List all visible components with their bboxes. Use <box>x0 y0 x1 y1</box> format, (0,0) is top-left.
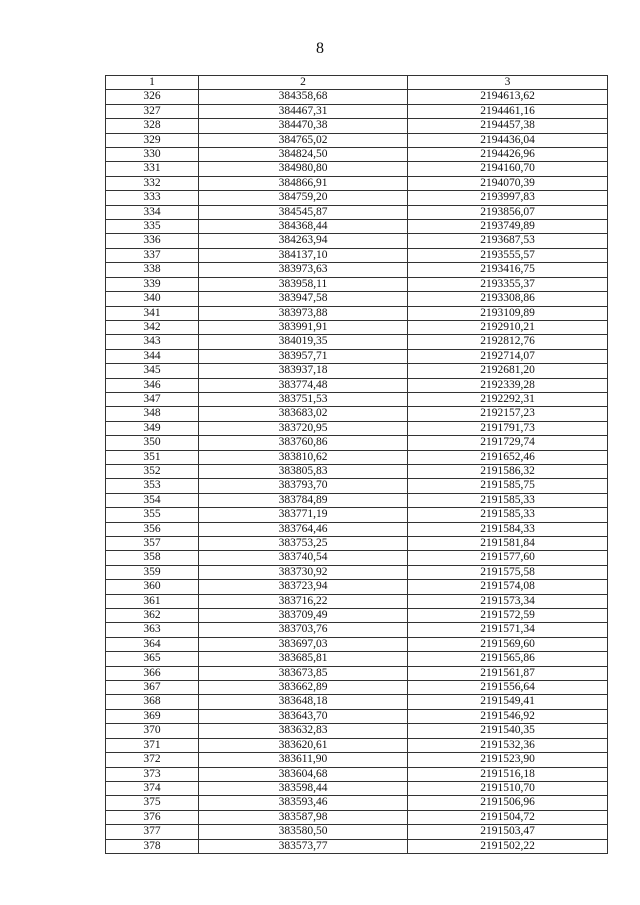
y-coordinate-cell: 2191549,41 <box>408 695 608 709</box>
y-coordinate-cell: 2193555,57 <box>408 248 608 262</box>
table-row <box>106 825 608 839</box>
y-coordinate-cell: 2192714,07 <box>408 349 608 363</box>
table-row <box>106 306 608 320</box>
x-coordinate-cell: 383593,46 <box>199 796 408 810</box>
x-coordinate-cell: 383587,98 <box>199 810 408 824</box>
x-coordinate-cell: 383937,18 <box>199 364 408 378</box>
y-coordinate-cell: 2191585,75 <box>408 479 608 493</box>
y-coordinate-cell: 2192681,20 <box>408 364 608 378</box>
y-coordinate-cell: 2191577,60 <box>408 551 608 565</box>
point-number-cell: 352 <box>106 464 199 478</box>
table-row <box>106 580 608 594</box>
point-number-cell: 333 <box>106 191 199 205</box>
table-row <box>106 493 608 507</box>
point-number-cell: 341 <box>106 306 199 320</box>
y-coordinate-cell: 2191504,72 <box>408 810 608 824</box>
x-coordinate-cell: 383753,25 <box>199 537 408 551</box>
x-coordinate-cell: 383991,91 <box>199 320 408 334</box>
y-coordinate-cell: 2194070,39 <box>408 176 608 190</box>
x-coordinate-cell: 383703,76 <box>199 623 408 637</box>
table-row <box>106 436 608 450</box>
point-number-cell: 377 <box>106 825 199 839</box>
table-row <box>106 796 608 810</box>
y-coordinate-cell: 2193749,89 <box>408 220 608 234</box>
x-coordinate-cell: 384470,38 <box>199 119 408 133</box>
y-coordinate-cell: 2192339,28 <box>408 378 608 392</box>
y-coordinate-cell: 2191729,74 <box>408 436 608 450</box>
y-coordinate-cell: 2191540,35 <box>408 724 608 738</box>
x-coordinate-cell: 383573,77 <box>199 839 408 853</box>
y-coordinate-cell: 2194461,16 <box>408 104 608 118</box>
y-coordinate-cell: 2191569,60 <box>408 637 608 651</box>
y-coordinate-cell: 2191523,90 <box>408 753 608 767</box>
x-coordinate-cell: 384765,02 <box>199 133 408 147</box>
y-coordinate-cell: 2194426,96 <box>408 148 608 162</box>
table-header-row <box>106 76 608 90</box>
point-number-cell: 376 <box>106 810 199 824</box>
x-coordinate-cell: 383810,62 <box>199 450 408 464</box>
x-coordinate-cell: 383620,61 <box>199 738 408 752</box>
table-row <box>106 738 608 752</box>
x-coordinate-cell: 383580,50 <box>199 825 408 839</box>
table-row <box>106 421 608 435</box>
x-coordinate-cell: 384019,35 <box>199 335 408 349</box>
point-number-cell: 343 <box>106 335 199 349</box>
point-number-cell: 358 <box>106 551 199 565</box>
table-row <box>106 378 608 392</box>
y-coordinate-cell: 2191573,34 <box>408 594 608 608</box>
y-coordinate-cell: 2191585,33 <box>408 493 608 507</box>
x-coordinate-cell: 383760,86 <box>199 436 408 450</box>
point-number-cell: 378 <box>106 839 199 853</box>
page-number: 8 <box>316 40 324 57</box>
x-coordinate-cell: 384866,91 <box>199 176 408 190</box>
y-coordinate-cell: 2194436,04 <box>408 133 608 147</box>
point-number-cell: 326 <box>106 90 199 104</box>
table-row <box>106 392 608 406</box>
point-number-cell: 350 <box>106 436 199 450</box>
table-row <box>106 277 608 291</box>
point-number-cell: 354 <box>106 493 199 507</box>
table-row <box>106 248 608 262</box>
x-coordinate-cell: 383673,85 <box>199 666 408 680</box>
point-number-cell: 367 <box>106 681 199 695</box>
y-coordinate-cell: 2193997,83 <box>408 191 608 205</box>
x-coordinate-cell: 383697,03 <box>199 637 408 651</box>
table-row <box>106 781 608 795</box>
point-number-cell: 366 <box>106 666 199 680</box>
x-coordinate-cell: 383604,68 <box>199 767 408 781</box>
table-row <box>106 594 608 608</box>
x-coordinate-cell: 383947,58 <box>199 292 408 306</box>
point-number-cell: 364 <box>106 637 199 651</box>
x-coordinate-cell: 383784,89 <box>199 493 408 507</box>
column-header-2: 2 <box>199 76 408 90</box>
point-number-cell: 342 <box>106 320 199 334</box>
coordinates-table <box>105 75 608 854</box>
y-coordinate-cell: 2191575,58 <box>408 565 608 579</box>
y-coordinate-cell: 2191791,73 <box>408 421 608 435</box>
point-number-cell: 338 <box>106 263 199 277</box>
point-number-cell: 345 <box>106 364 199 378</box>
table-row <box>106 637 608 651</box>
x-coordinate-cell: 383683,02 <box>199 407 408 421</box>
point-number-cell: 370 <box>106 724 199 738</box>
x-coordinate-cell: 383957,71 <box>199 349 408 363</box>
point-number-cell: 351 <box>106 450 199 464</box>
y-coordinate-cell: 2194613,62 <box>408 90 608 104</box>
x-coordinate-cell: 384545,87 <box>199 205 408 219</box>
table-row <box>106 104 608 118</box>
table-row <box>106 320 608 334</box>
y-coordinate-cell: 2191571,34 <box>408 623 608 637</box>
table-row <box>106 522 608 536</box>
table-row <box>106 162 608 176</box>
point-number-cell: 365 <box>106 652 199 666</box>
point-number-cell: 339 <box>106 277 199 291</box>
table-row <box>106 537 608 551</box>
table-row <box>106 709 608 723</box>
y-coordinate-cell: 2192910,21 <box>408 320 608 334</box>
x-coordinate-cell: 383751,53 <box>199 392 408 406</box>
y-coordinate-cell: 2193355,37 <box>408 277 608 291</box>
point-number-cell: 335 <box>106 220 199 234</box>
x-coordinate-cell: 383598,44 <box>199 781 408 795</box>
column-header-1: 1 <box>106 76 199 90</box>
y-coordinate-cell: 2194160,70 <box>408 162 608 176</box>
point-number-cell: 362 <box>106 609 199 623</box>
x-coordinate-cell: 384824,50 <box>199 148 408 162</box>
table-row <box>106 666 608 680</box>
y-coordinate-cell: 2191652,46 <box>408 450 608 464</box>
y-coordinate-cell: 2193856,07 <box>408 205 608 219</box>
x-coordinate-cell: 383716,22 <box>199 594 408 608</box>
table-row <box>106 407 608 421</box>
x-coordinate-cell: 383973,88 <box>199 306 408 320</box>
point-number-cell: 361 <box>106 594 199 608</box>
point-number-cell: 363 <box>106 623 199 637</box>
y-coordinate-cell: 2191506,96 <box>408 796 608 810</box>
y-coordinate-cell: 2191510,70 <box>408 781 608 795</box>
point-number-cell: 330 <box>106 148 199 162</box>
point-number-cell: 368 <box>106 695 199 709</box>
point-number-cell: 348 <box>106 407 199 421</box>
table-row <box>106 724 608 738</box>
x-coordinate-cell: 383764,46 <box>199 522 408 536</box>
table-row <box>106 551 608 565</box>
column-header-3: 3 <box>408 76 608 90</box>
table-row <box>106 839 608 853</box>
x-coordinate-cell: 383973,63 <box>199 263 408 277</box>
x-coordinate-cell: 383805,83 <box>199 464 408 478</box>
x-coordinate-cell: 383730,92 <box>199 565 408 579</box>
y-coordinate-cell: 2194457,38 <box>408 119 608 133</box>
x-coordinate-cell: 384759,20 <box>199 191 408 205</box>
x-coordinate-cell: 384467,31 <box>199 104 408 118</box>
point-number-cell: 369 <box>106 709 199 723</box>
x-coordinate-cell: 383793,70 <box>199 479 408 493</box>
y-coordinate-cell: 2191572,59 <box>408 609 608 623</box>
x-coordinate-cell: 383709,49 <box>199 609 408 623</box>
point-number-cell: 327 <box>106 104 199 118</box>
table-row <box>106 191 608 205</box>
table-row <box>106 479 608 493</box>
y-coordinate-cell: 2191586,32 <box>408 464 608 478</box>
table-row <box>106 623 608 637</box>
point-number-cell: 355 <box>106 508 199 522</box>
point-number-cell: 336 <box>106 234 199 248</box>
y-coordinate-cell: 2193308,86 <box>408 292 608 306</box>
table-row <box>106 450 608 464</box>
point-number-cell: 334 <box>106 205 199 219</box>
x-coordinate-cell: 383643,70 <box>199 709 408 723</box>
point-number-cell: 372 <box>106 753 199 767</box>
point-number-cell: 374 <box>106 781 199 795</box>
point-number-cell: 331 <box>106 162 199 176</box>
x-coordinate-cell: 383648,18 <box>199 695 408 709</box>
x-coordinate-cell: 384263,94 <box>199 234 408 248</box>
x-coordinate-cell: 384368,44 <box>199 220 408 234</box>
point-number-cell: 359 <box>106 565 199 579</box>
y-coordinate-cell: 2192292,31 <box>408 392 608 406</box>
x-coordinate-cell: 383723,94 <box>199 580 408 594</box>
table-row <box>106 609 608 623</box>
x-coordinate-cell: 383740,54 <box>199 551 408 565</box>
x-coordinate-cell: 383662,89 <box>199 681 408 695</box>
y-coordinate-cell: 2192812,76 <box>408 335 608 349</box>
x-coordinate-cell: 383774,48 <box>199 378 408 392</box>
point-number-cell: 337 <box>106 248 199 262</box>
table-row <box>106 349 608 363</box>
y-coordinate-cell: 2191585,33 <box>408 508 608 522</box>
y-coordinate-cell: 2191574,08 <box>408 580 608 594</box>
point-number-cell: 353 <box>106 479 199 493</box>
table-row <box>106 263 608 277</box>
table-row <box>106 133 608 147</box>
table-row <box>106 364 608 378</box>
point-number-cell: 356 <box>106 522 199 536</box>
y-coordinate-cell: 2191532,36 <box>408 738 608 752</box>
coordinates-table-body <box>106 76 608 854</box>
table-row <box>106 681 608 695</box>
table-row <box>106 695 608 709</box>
y-coordinate-cell: 2193416,75 <box>408 263 608 277</box>
table-row <box>106 767 608 781</box>
table-row <box>106 335 608 349</box>
point-number-cell: 328 <box>106 119 199 133</box>
table-row <box>106 508 608 522</box>
point-number-cell: 340 <box>106 292 199 306</box>
table-row <box>106 90 608 104</box>
point-number-cell: 346 <box>106 378 199 392</box>
table-row <box>106 810 608 824</box>
table-row <box>106 292 608 306</box>
x-coordinate-cell: 383611,90 <box>199 753 408 767</box>
x-coordinate-cell: 384358,68 <box>199 90 408 104</box>
table-row <box>106 234 608 248</box>
x-coordinate-cell: 383771,19 <box>199 508 408 522</box>
table-row <box>106 176 608 190</box>
table-row <box>106 148 608 162</box>
point-number-cell: 373 <box>106 767 199 781</box>
x-coordinate-cell: 383632,83 <box>199 724 408 738</box>
point-number-cell: 347 <box>106 392 199 406</box>
x-coordinate-cell: 384137,10 <box>199 248 408 262</box>
point-number-cell: 349 <box>106 421 199 435</box>
table-row <box>106 205 608 219</box>
y-coordinate-cell: 2191503,47 <box>408 825 608 839</box>
y-coordinate-cell: 2191516,18 <box>408 767 608 781</box>
y-coordinate-cell: 2191502,22 <box>408 839 608 853</box>
point-number-cell: 375 <box>106 796 199 810</box>
point-number-cell: 329 <box>106 133 199 147</box>
y-coordinate-cell: 2191561,87 <box>408 666 608 680</box>
y-coordinate-cell: 2192157,23 <box>408 407 608 421</box>
point-number-cell: 371 <box>106 738 199 752</box>
table-row <box>106 119 608 133</box>
y-coordinate-cell: 2191584,33 <box>408 522 608 536</box>
table-row <box>106 652 608 666</box>
y-coordinate-cell: 2193687,53 <box>408 234 608 248</box>
point-number-cell: 344 <box>106 349 199 363</box>
y-coordinate-cell: 2191556,64 <box>408 681 608 695</box>
y-coordinate-cell: 2191546,92 <box>408 709 608 723</box>
y-coordinate-cell: 2193109,89 <box>408 306 608 320</box>
point-number-cell: 357 <box>106 537 199 551</box>
table-row <box>106 220 608 234</box>
point-number-cell: 360 <box>106 580 199 594</box>
table-row <box>106 464 608 478</box>
y-coordinate-cell: 2191565,86 <box>408 652 608 666</box>
x-coordinate-cell: 383958,11 <box>199 277 408 291</box>
table-row <box>106 565 608 579</box>
x-coordinate-cell: 383685,81 <box>199 652 408 666</box>
x-coordinate-cell: 384980,80 <box>199 162 408 176</box>
y-coordinate-cell: 2191581,84 <box>408 537 608 551</box>
table-row <box>106 753 608 767</box>
x-coordinate-cell: 383720,95 <box>199 421 408 435</box>
point-number-cell: 332 <box>106 176 199 190</box>
